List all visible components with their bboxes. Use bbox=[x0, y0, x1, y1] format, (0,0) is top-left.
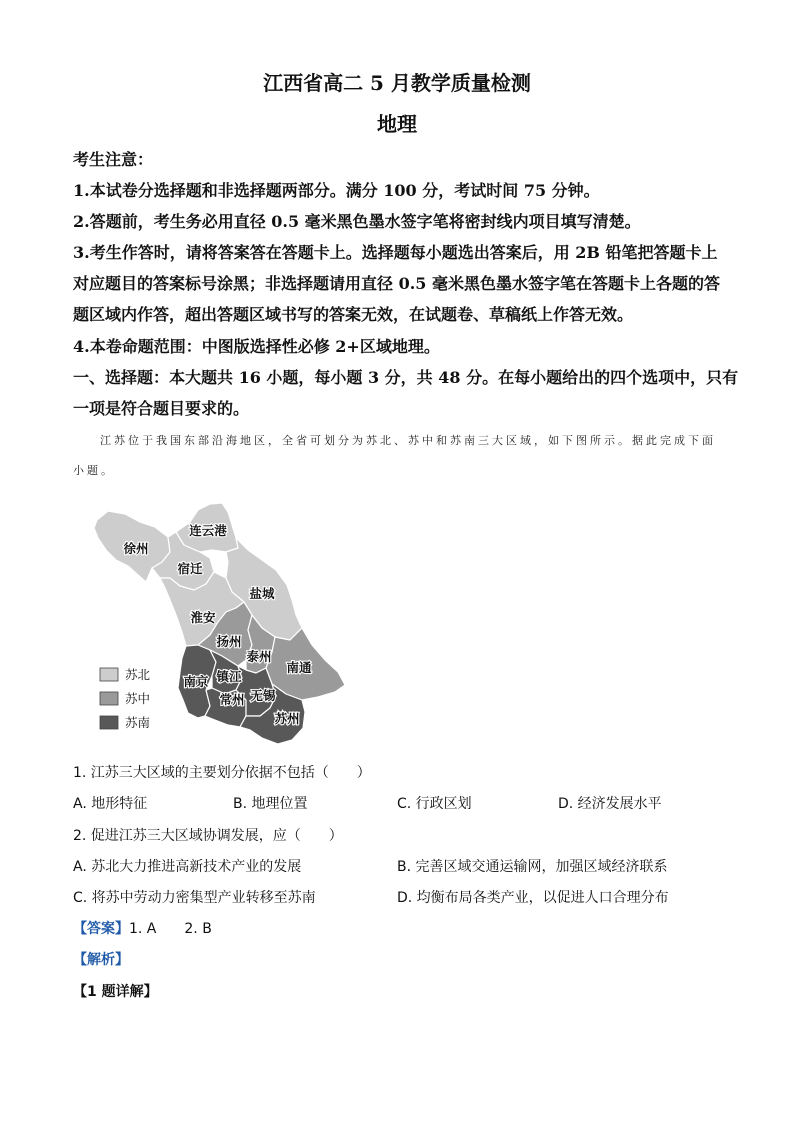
section-heading: 一项是符合题目要求的。 bbox=[73, 399, 250, 418]
passage-text: 江苏位于我国东部沿海地区，全省可划分为苏北、苏中和苏南三大区域，如下图所示。据此完成下面 bbox=[100, 434, 716, 447]
notice-line: 1.本试卷分选择题和非选择题两部分。满分 100 分，考试时间 75 分钟。 bbox=[73, 181, 600, 200]
question-1-stem: 1. 江苏三大区域的主要划分依据不包括（ ） bbox=[73, 765, 371, 781]
question-2-option-a: A. 苏北大力推进高新技术产业的发展 bbox=[73, 859, 302, 875]
legend-swatch-subei bbox=[100, 668, 118, 681]
passage-text: 小题。 bbox=[73, 464, 115, 477]
exam-title: 江西省高二 5 月教学质量检测 bbox=[263, 71, 531, 95]
city-label-suqian: 宿迁 bbox=[177, 561, 203, 576]
notice-line: 4.本卷命题范围：中图版选择性必修 2+区域地理。 bbox=[73, 337, 440, 356]
analysis-label: 【解析】 bbox=[73, 952, 129, 968]
city-label-yancheng: 盐城 bbox=[249, 586, 275, 601]
legend-label-subei: 苏北 bbox=[125, 667, 151, 682]
city-label-wuxi: 无锡 bbox=[250, 688, 276, 703]
legend-label-suzhong: 苏中 bbox=[125, 691, 151, 706]
city-label-lianyungang: 连云港 bbox=[189, 523, 227, 538]
question-2-stem: 2. 促进江苏三大区域协调发展，应（ ） bbox=[73, 828, 343, 844]
question-2-option-d: D. 均衡布局各类产业，以促进人口合理分布 bbox=[397, 890, 669, 906]
notice-line: 题区域内作答，超出答题区域书写的答案无效，在试题卷、草稿纸上作答无效。 bbox=[73, 305, 634, 324]
question-2-option-c: C. 将苏中劳动力密集型产业转移至苏南 bbox=[73, 890, 316, 906]
jiangsu-region-map bbox=[90, 500, 350, 750]
legend-swatch-sunan bbox=[100, 716, 118, 729]
notice-line: 2.答题前，考生务必用直径 0.5 毫米黑色墨水签字笔将密封线内项目填写清楚。 bbox=[73, 212, 641, 231]
question-1-option-d: D. 经济发展水平 bbox=[558, 796, 662, 812]
city-label-xuzhou: 徐州 bbox=[123, 541, 149, 556]
subject-title: 地理 bbox=[377, 112, 417, 136]
city-label-suzhou: 苏州 bbox=[274, 711, 300, 726]
section-heading: 一、选择题：本大题共 16 小题，每小题 3 分，共 48 分。在每小题给出的四个选项中，只有 bbox=[73, 368, 739, 387]
city-label-zhenjiang: 镇江 bbox=[216, 669, 242, 684]
notice-line: 对应题目的答案标号涂黑；非选择题请用直径 0.5 毫米黑色墨水签字笔在答题卡上各题的答 bbox=[73, 274, 720, 293]
notice-heading: 考生注意： bbox=[73, 150, 154, 169]
question-1-option-a: A. 地形特征 bbox=[73, 796, 148, 812]
legend-swatch-suzhong bbox=[100, 692, 118, 705]
city-label-huaian: 淮安 bbox=[190, 610, 216, 625]
city-label-nantong: 南通 bbox=[286, 660, 312, 675]
city-label-nanjing: 南京 bbox=[183, 674, 209, 689]
legend-label-sunan: 苏南 bbox=[125, 715, 151, 730]
detail-heading: 【1 题详解】 bbox=[73, 984, 158, 1000]
analysis-row bbox=[73, 950, 129, 970]
city-label-yangzhou: 扬州 bbox=[216, 634, 242, 649]
city-label-changzhou: 常州 bbox=[219, 692, 245, 707]
city-label-taizhou: 泰州 bbox=[246, 649, 272, 664]
question-1-option-c: C. 行政区划 bbox=[397, 796, 472, 812]
notice-line: 3.考生作答时，请将答案答在答题卡上。选择题每小题选出答案后，用 2B 铅笔把答题卡上 bbox=[73, 243, 718, 262]
question-1-option-b: B. 地理位置 bbox=[233, 796, 308, 812]
answer-label: 【答案】 bbox=[73, 921, 129, 937]
question-2-option-b: B. 完善区域交通运输网，加强区域经济联系 bbox=[397, 859, 668, 875]
answer-row bbox=[73, 919, 212, 939]
answer-text: 1. A 2. B bbox=[129, 921, 212, 937]
